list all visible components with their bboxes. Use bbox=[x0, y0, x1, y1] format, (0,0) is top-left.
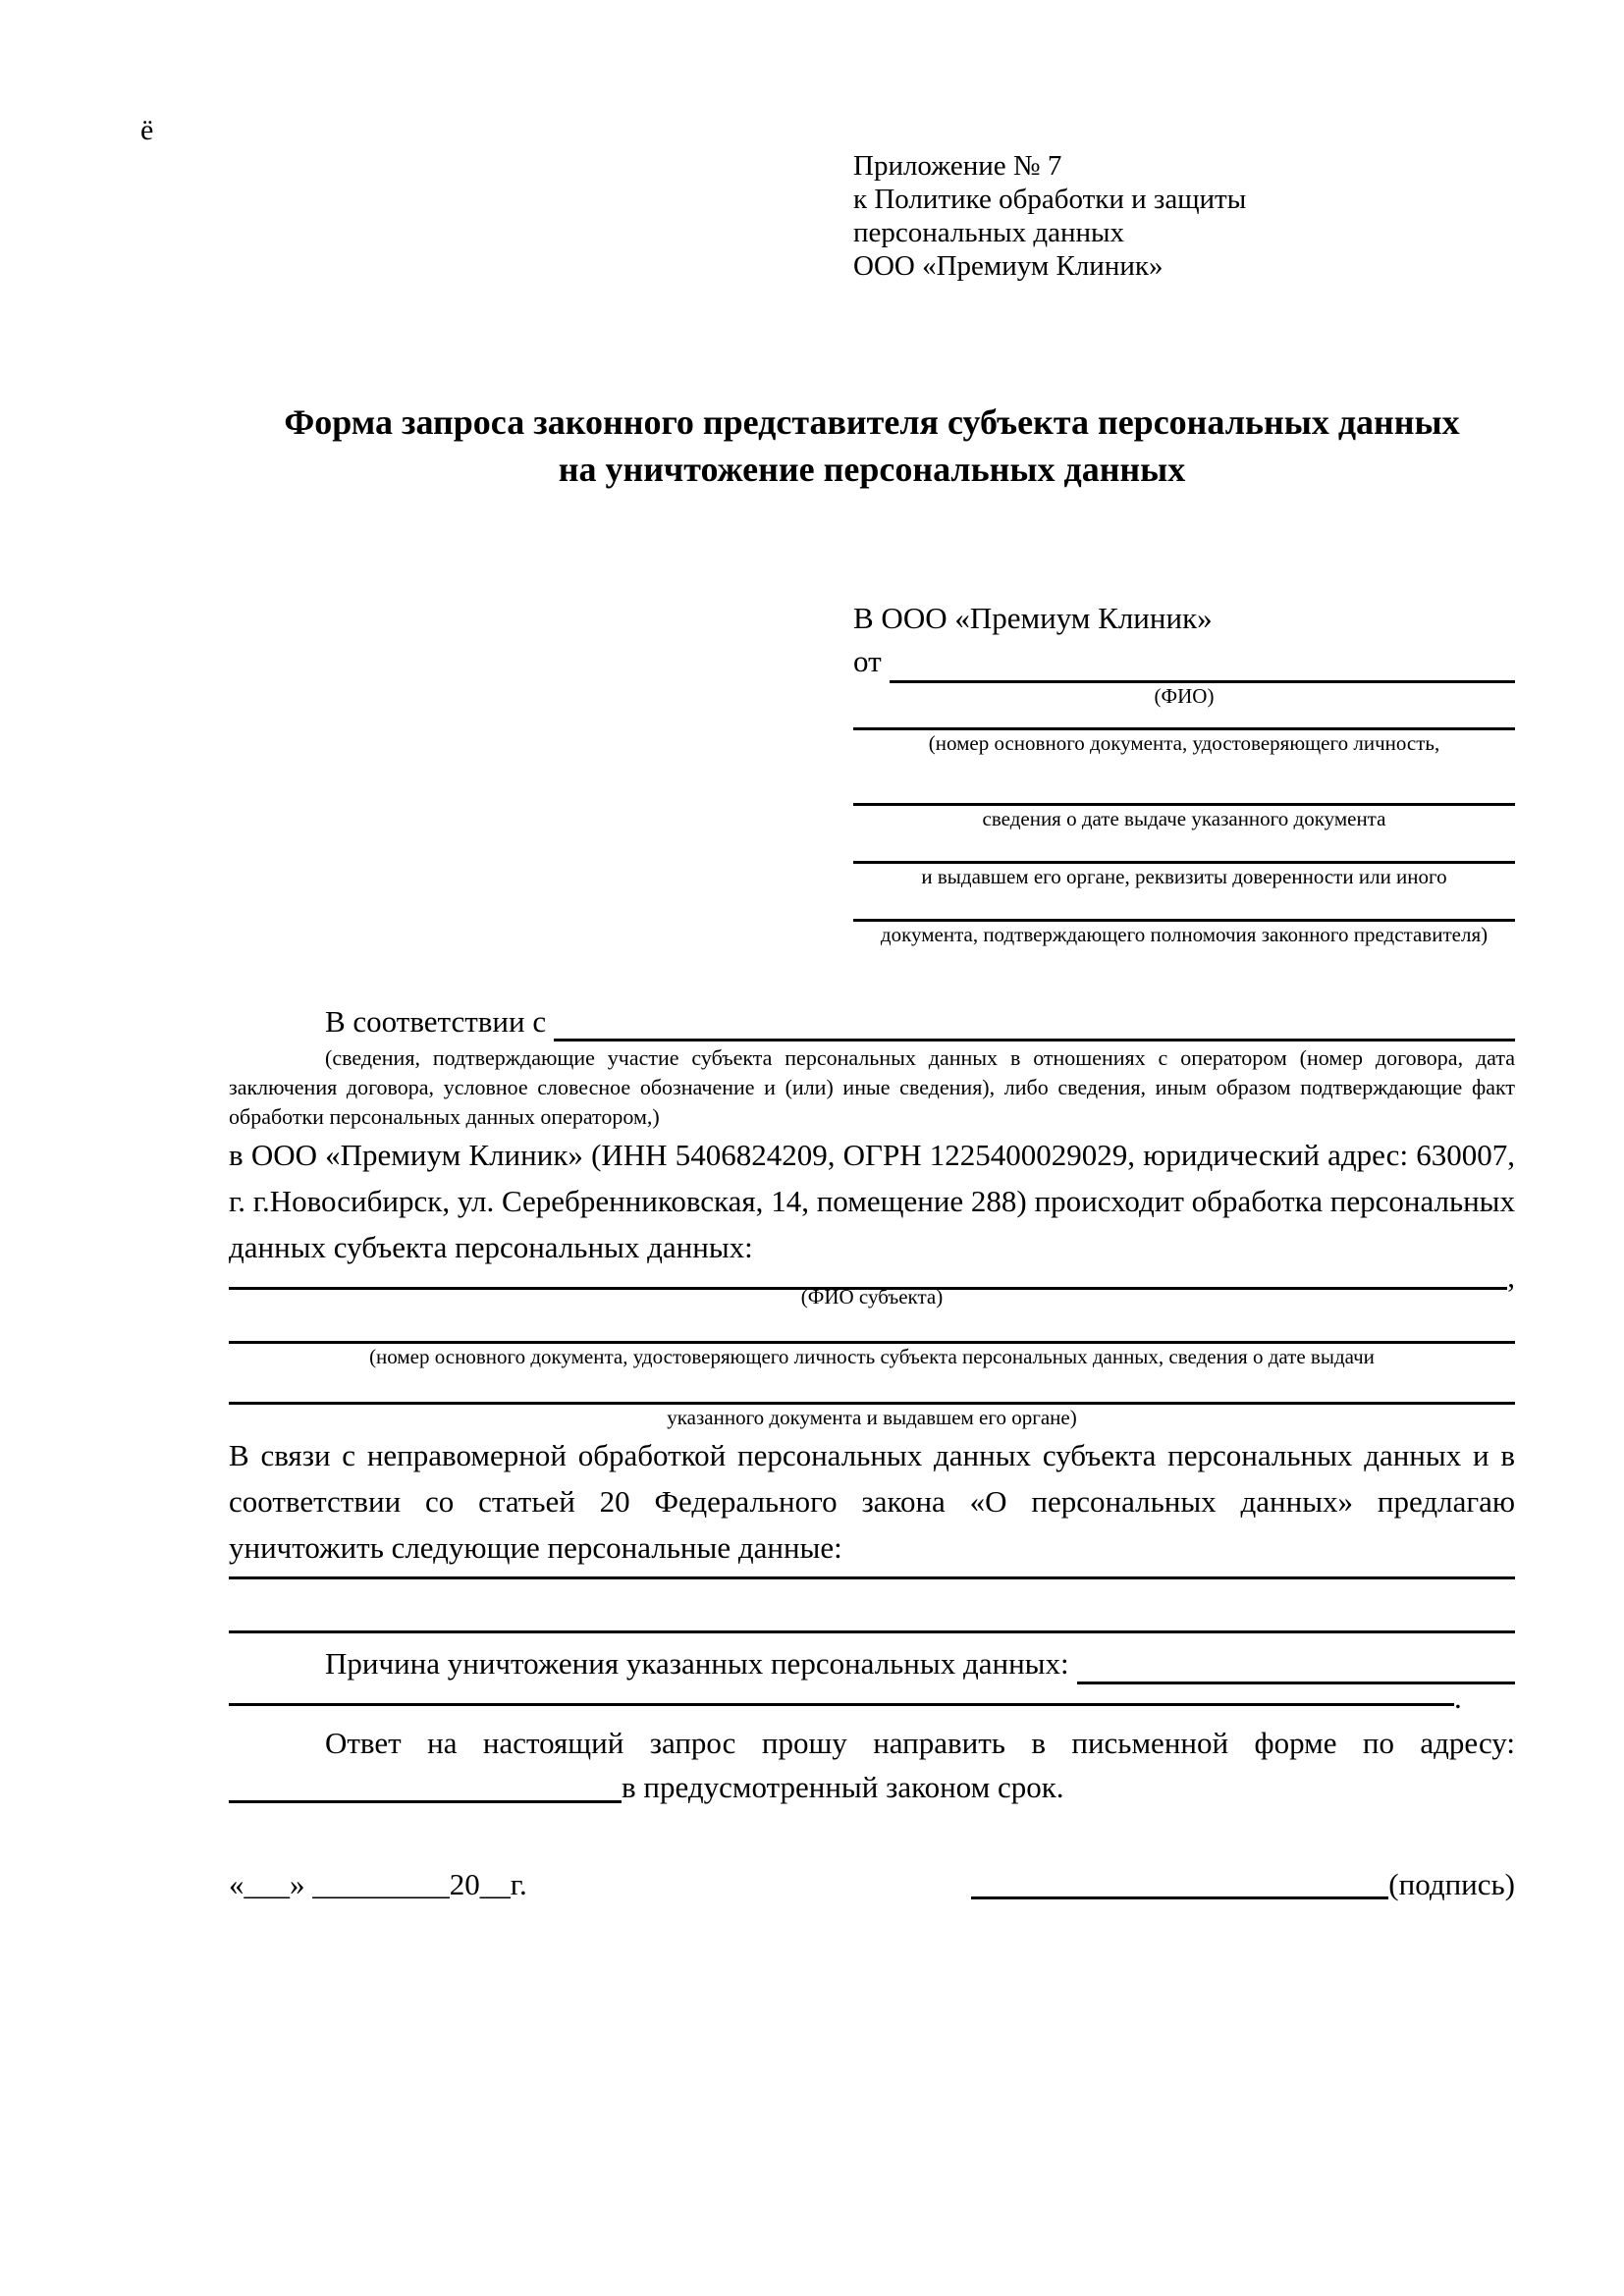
addressee-block bbox=[853, 597, 1515, 947]
doc-number-blank-line bbox=[853, 709, 1515, 730]
trailing-comma: , bbox=[1507, 1259, 1515, 1294]
subject-doc-issuer-blank-line bbox=[229, 1369, 1515, 1405]
doc-issuer-caption: и выдавшем его органе, реквизиты доверенности или иного bbox=[921, 865, 1447, 888]
title-line-2: на уничтожение персональных данных bbox=[558, 450, 1186, 489]
reply-address-row bbox=[229, 1766, 1515, 1809]
doc-issuer-blank-line bbox=[853, 831, 1515, 864]
fio-caption: (ФИО) bbox=[1154, 684, 1215, 708]
according-small-print: (сведения, подтверждающие участие субъекта персональных данных в отношениях с оператором (номер договора, дата заключения договора, условное словесное обозначение и (или) иные сведения), либо сведения, иным образом подтверждающие факт обработки персональных данных оператором,) bbox=[229, 1045, 1515, 1129]
fio-blank-line bbox=[890, 640, 1515, 683]
authority-doc-blank-line bbox=[853, 889, 1515, 922]
footer-row bbox=[229, 1863, 1515, 1906]
addressee-to: В ООО «Премиум Клиник» bbox=[853, 601, 1213, 635]
doc-date-blank-line bbox=[853, 756, 1515, 806]
subject-doc-caption-1: (номер основного документа, удостоверяющего личность субъекта персональных данных, сведения о дате выдачи bbox=[369, 1345, 1375, 1368]
reason-row bbox=[229, 1643, 1515, 1684]
reason-continuation-row bbox=[229, 1681, 1515, 1715]
subject-doc-caption-2: указанного документа и выдавшем его органе) bbox=[667, 1406, 1077, 1429]
reason-label: Причина уничтожения указанных персональных данных: bbox=[325, 1646, 1069, 1681]
title-line-1: Форма запроса законного представителя субъекта персональных данных bbox=[284, 402, 1460, 442]
from-row bbox=[853, 640, 1515, 683]
from-label: от bbox=[853, 644, 882, 678]
address-blank-line bbox=[229, 1766, 622, 1803]
subject-doc-blank-line bbox=[229, 1309, 1515, 1344]
signature-blank-line bbox=[971, 1863, 1388, 1899]
appendix-block bbox=[853, 0, 1515, 283]
data-list-blank-line-1 bbox=[229, 1571, 1515, 1579]
signature-caption: (подпись) bbox=[1388, 1867, 1515, 1901]
doc-date-caption: сведения о дате выдаче указанного документа bbox=[982, 807, 1386, 830]
appendix-line: ООО «Премиум Клиник» bbox=[853, 250, 1164, 282]
signature-area bbox=[971, 1863, 1515, 1906]
data-list-blank-line-2 bbox=[229, 1579, 1515, 1633]
document-title bbox=[229, 399, 1515, 493]
subject-fio-row bbox=[229, 1259, 1515, 1294]
reason-blank-line-2 bbox=[229, 1703, 1454, 1706]
reply-paragraph: Ответ на настоящий запрос прошу направить в письменной форме по адресу: bbox=[325, 1726, 1515, 1760]
reason-blank-line bbox=[1077, 1643, 1515, 1684]
doc-number-caption: (номер основного документа, удостоверяющего личность, bbox=[928, 731, 1440, 755]
appendix-line: Приложение № 7 bbox=[853, 150, 1062, 182]
authority-doc-caption: документа, подтверждающего полномочия законного представителя) bbox=[880, 923, 1489, 946]
according-blank-line bbox=[554, 1002, 1515, 1041]
according-row bbox=[229, 1002, 1515, 1041]
appendix-line: к Политике обработки и защиты bbox=[853, 184, 1247, 215]
reply-suffix: в предусмотренный законом срок. bbox=[622, 1770, 1064, 1804]
operator-paragraph: в ООО «Премиум Клиник» (ИНН 5406824209, ОГРН 1225400029029, юридический адрес: 630007, г. г.Новосибирск, ул. Серебренниковская, 14, помещение 288) происходит обработка персональных данных субъекта персональных данных: bbox=[229, 1138, 1515, 1264]
demand-paragraph: В связи с неправомерной обработкой персональных данных субъекта персональных данных и в соответствии со статьей 20 Федерального закона «О персональных данных» предлагаю уничтожить следующие персональные данные: bbox=[229, 1438, 1515, 1565]
date-blank-line: «___» _________20__г. bbox=[229, 1867, 527, 1901]
appendix-line: персональных данных bbox=[853, 217, 1125, 248]
document-content bbox=[229, 0, 1515, 1906]
stray-char: ё bbox=[140, 114, 154, 146]
line-period: . bbox=[1454, 1681, 1462, 1715]
according-label: В соответствии с bbox=[325, 1004, 547, 1039]
subject-fio-caption: (ФИО субъекта) bbox=[800, 1285, 944, 1308]
